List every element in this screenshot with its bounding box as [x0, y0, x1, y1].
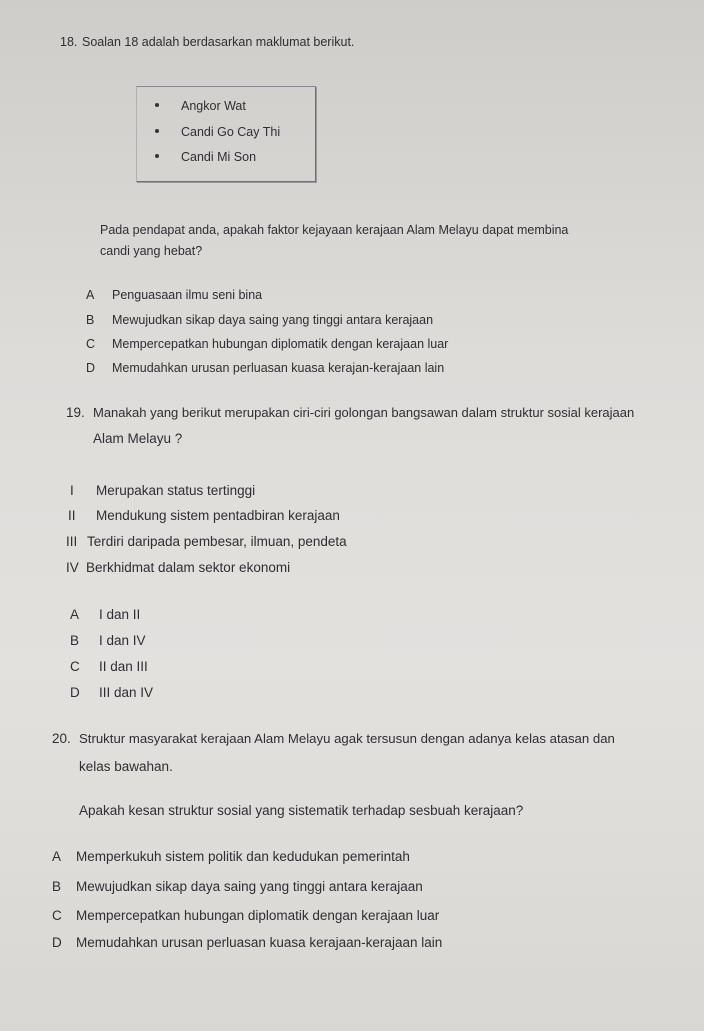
q18-option-a: Penguasaan ilmu seni bina	[112, 288, 263, 302]
q20-option-letter: C	[52, 908, 62, 923]
q19-stem-line2: Alam Melayu ?	[93, 431, 183, 446]
q20-option-d: Memudahkan urusan perluasan kuasa kerajaan-kerajaan lain	[76, 935, 443, 950]
q20-option-letter: A	[52, 849, 62, 864]
q18-option-letter: A	[86, 288, 95, 302]
q20-option-c: Mempercepatkan hubungan diplomatik dengan kerajaan luar	[76, 908, 440, 923]
q18-option-letter: C	[86, 337, 96, 351]
q19-statement-roman: IV	[66, 560, 79, 575]
bullet-icon	[155, 103, 159, 107]
q19-number: 19.	[66, 405, 85, 420]
q20-stem-line2: kelas bawahan.	[79, 759, 173, 774]
box-item: Candi Mi Son	[181, 150, 257, 164]
q19-statement-iv: Berkhidmat dalam sektor ekonomi	[86, 560, 291, 575]
bullet-icon	[155, 154, 159, 158]
box-item: Candi Go Cay Thi	[181, 125, 281, 139]
q18-number: 18.	[60, 35, 78, 49]
q19-statement-roman: I	[70, 483, 74, 498]
q19-option-letter: D	[70, 685, 80, 700]
q18-stem: Soalan 18 adalah berdasarkan maklumat berikut.	[82, 35, 355, 49]
q20-option-letter: D	[52, 935, 62, 950]
q19-option-d: III dan IV	[99, 685, 154, 700]
q19-option-letter: A	[70, 607, 80, 622]
q20-number: 20.	[52, 731, 71, 746]
q18-option-d: Memudahkan urusan perluasan kuasa kerajan-kerajaan lain	[112, 361, 445, 375]
q18-question-line2: candi yang hebat?	[100, 244, 203, 258]
q20-question: Apakah kesan struktur sosial yang sistematik terhadap sesbuah kerajaan?	[79, 803, 524, 818]
q18-option-letter: D	[86, 361, 96, 375]
q20-option-a: Memperkukuh sistem politik dan kedudukan pemerintah	[76, 849, 410, 864]
q19-statement-i: Merupakan status tertinggi	[96, 483, 256, 498]
box-item: Angkor Wat	[181, 99, 246, 113]
q19-statement-ii: Mendukung sistem pentadbiran kerajaan	[96, 508, 340, 523]
q19-option-letter: B	[70, 633, 80, 648]
q19-option-c: II dan III	[99, 659, 148, 674]
q18-option-c: Mempercepatkan hubungan diplomatik dengan kerajaan luar	[112, 337, 449, 351]
q19-option-a: I dan II	[99, 607, 141, 622]
q19-statement-roman: III	[66, 534, 78, 549]
q19-statement-iii: Terdiri daripada pembesar, ilmuan, pendeta	[87, 534, 347, 549]
q19-stem-line1: Manakah yang berikut merupakan ciri-ciri golongan bangsawan dalam struktur sosial kerajaan	[93, 405, 635, 420]
q19-option-b: I dan IV	[99, 633, 146, 648]
q20-option-b: Mewujudkan sikap daya saing yang tinggi antara kerajaan	[76, 879, 423, 894]
q19-option-letter: C	[70, 659, 80, 674]
q18-question-line1: Pada pendapat anda, apakah faktor kejayaan kerajaan Alam Melayu dapat membina	[100, 223, 569, 237]
q18-option-b: Mewujudkan sikap daya saing yang tinggi antara kerajaan	[112, 313, 434, 327]
q20-stem-line1: Struktur masyarakat kerajaan Alam Melayu agak tersusun dengan adanya kelas atasan dan	[79, 731, 615, 746]
q20-option-letter: B	[52, 879, 62, 894]
q19-statement-roman: II	[68, 508, 76, 523]
bullet-icon	[155, 129, 159, 133]
info-box	[136, 86, 316, 182]
q18-option-letter: B	[86, 313, 95, 327]
